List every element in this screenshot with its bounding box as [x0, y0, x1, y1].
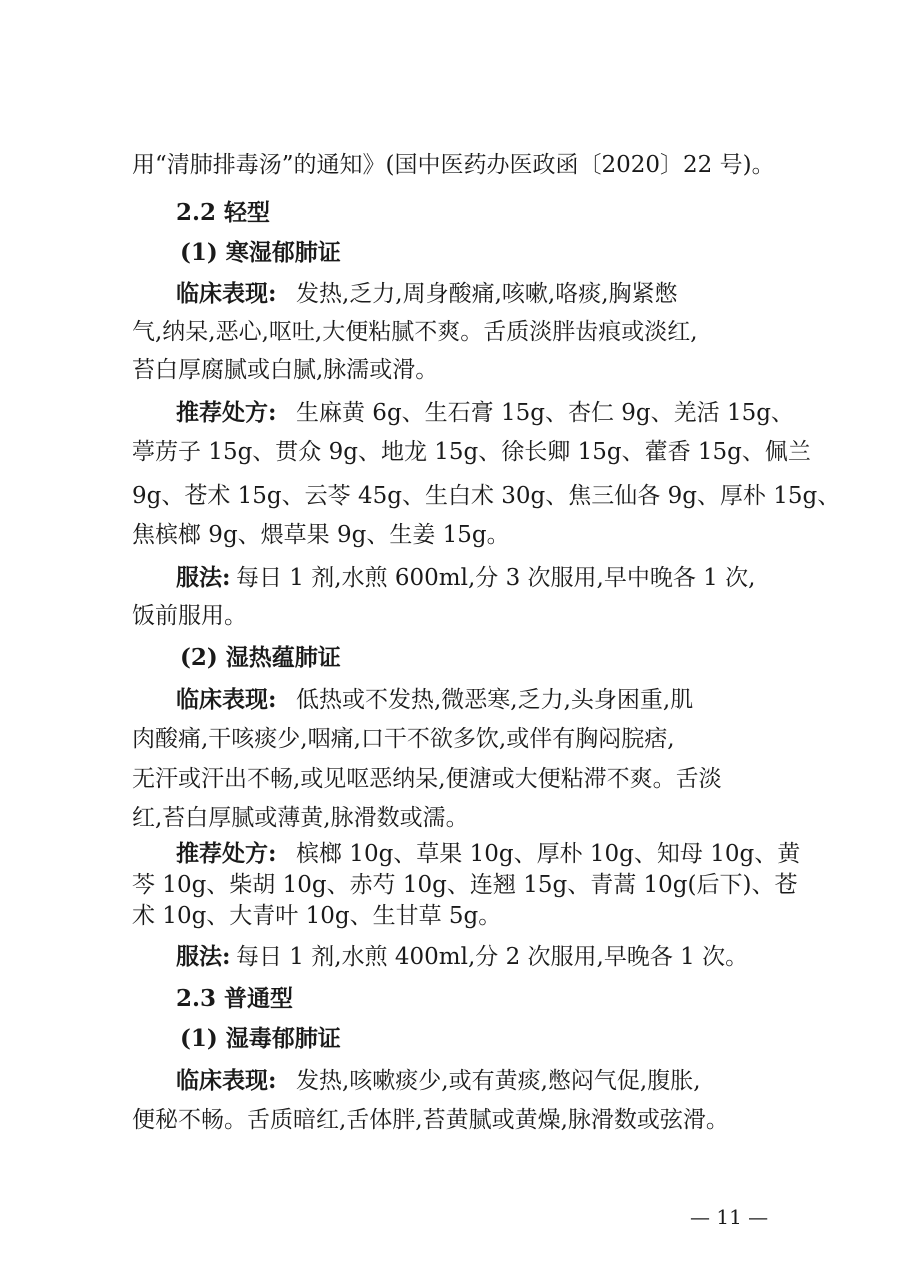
prescription-label: 推荐处方:	[176, 399, 277, 426]
prescription-label: 推荐处方:	[176, 840, 277, 867]
clinical-label: 临床表现:	[176, 686, 277, 713]
clinical-label: 临床表现:	[176, 280, 277, 307]
page-number: — 11 —	[690, 1205, 769, 1229]
usage-label: 服法:	[176, 943, 231, 970]
clinical-label: 临床表现:	[176, 1067, 277, 1094]
document-page: 用“清肺排毒汤”的通知》(国中医药办医政函〔2020〕22 号)。 2.2 轻型 (1) 寒湿郁肺证 临床表现: 发热,乏力,周身酸痛,咳嗽,咯痰,胸紧憋 气,纳呆,恶心,呕吐,大便粘腻不爽。舌质淡胖齿痕或淡红, 苔白厚腐腻或白腻,脉濡或滑。 推荐处方: 生麻黄 6g、生石膏 15g、杏仁 9g、羌活 15g、 葶苈子 15g、贯众 9g、地龙 15g、徐长卿 15g、藿香 15g、佩兰 9g、苍术 15g、云苓 45g、生白术 30g、焦三仙各 9g、厚朴 15g、 焦槟榔 9g、煨草果 9g、生姜 15g。 服法: 每日 1 剂,水煎 600ml,分 3 次服用,早中晚各 1 次, 饭前服用。 (2) 湿热蕴肺证 临床表现: 低热或不发热,微恶寒,乏力,头身困重,肌 肉酸痛,干咳痰少,咽痛,口干不欲多饮,或伴有胸闷脘痞, 无汗或汗出不畅,或见呕恶纳呆,便溏或大便粘滞不爽。舌淡 红,苔白厚腻或薄黄,脉滑数或濡。 推荐处方: 槟榔 10g、草果 10g、厚朴 10g、知母 10g、黄 芩 10g、柴胡 10g、赤芍 10g、连翘 15g、青蒿 10g(后下)、苍 术 10g、大青叶 10g、生甘草 5g。 服法: 每日 1 剂,水煎 400ml,分 2 次服用,早晚各 1 次。 2.3 普通型 (1) 湿毒郁肺证 临床表现: 发热,咳嗽痰少,或有黄痰,憋闷气促,腹胀, 便秘不畅。舌质暗红,舌体胖,苔黄腻或黄燥,脉滑数或弦滑。 — 11 —	[0, 0, 904, 1280]
usage-label: 服法:	[176, 564, 231, 591]
